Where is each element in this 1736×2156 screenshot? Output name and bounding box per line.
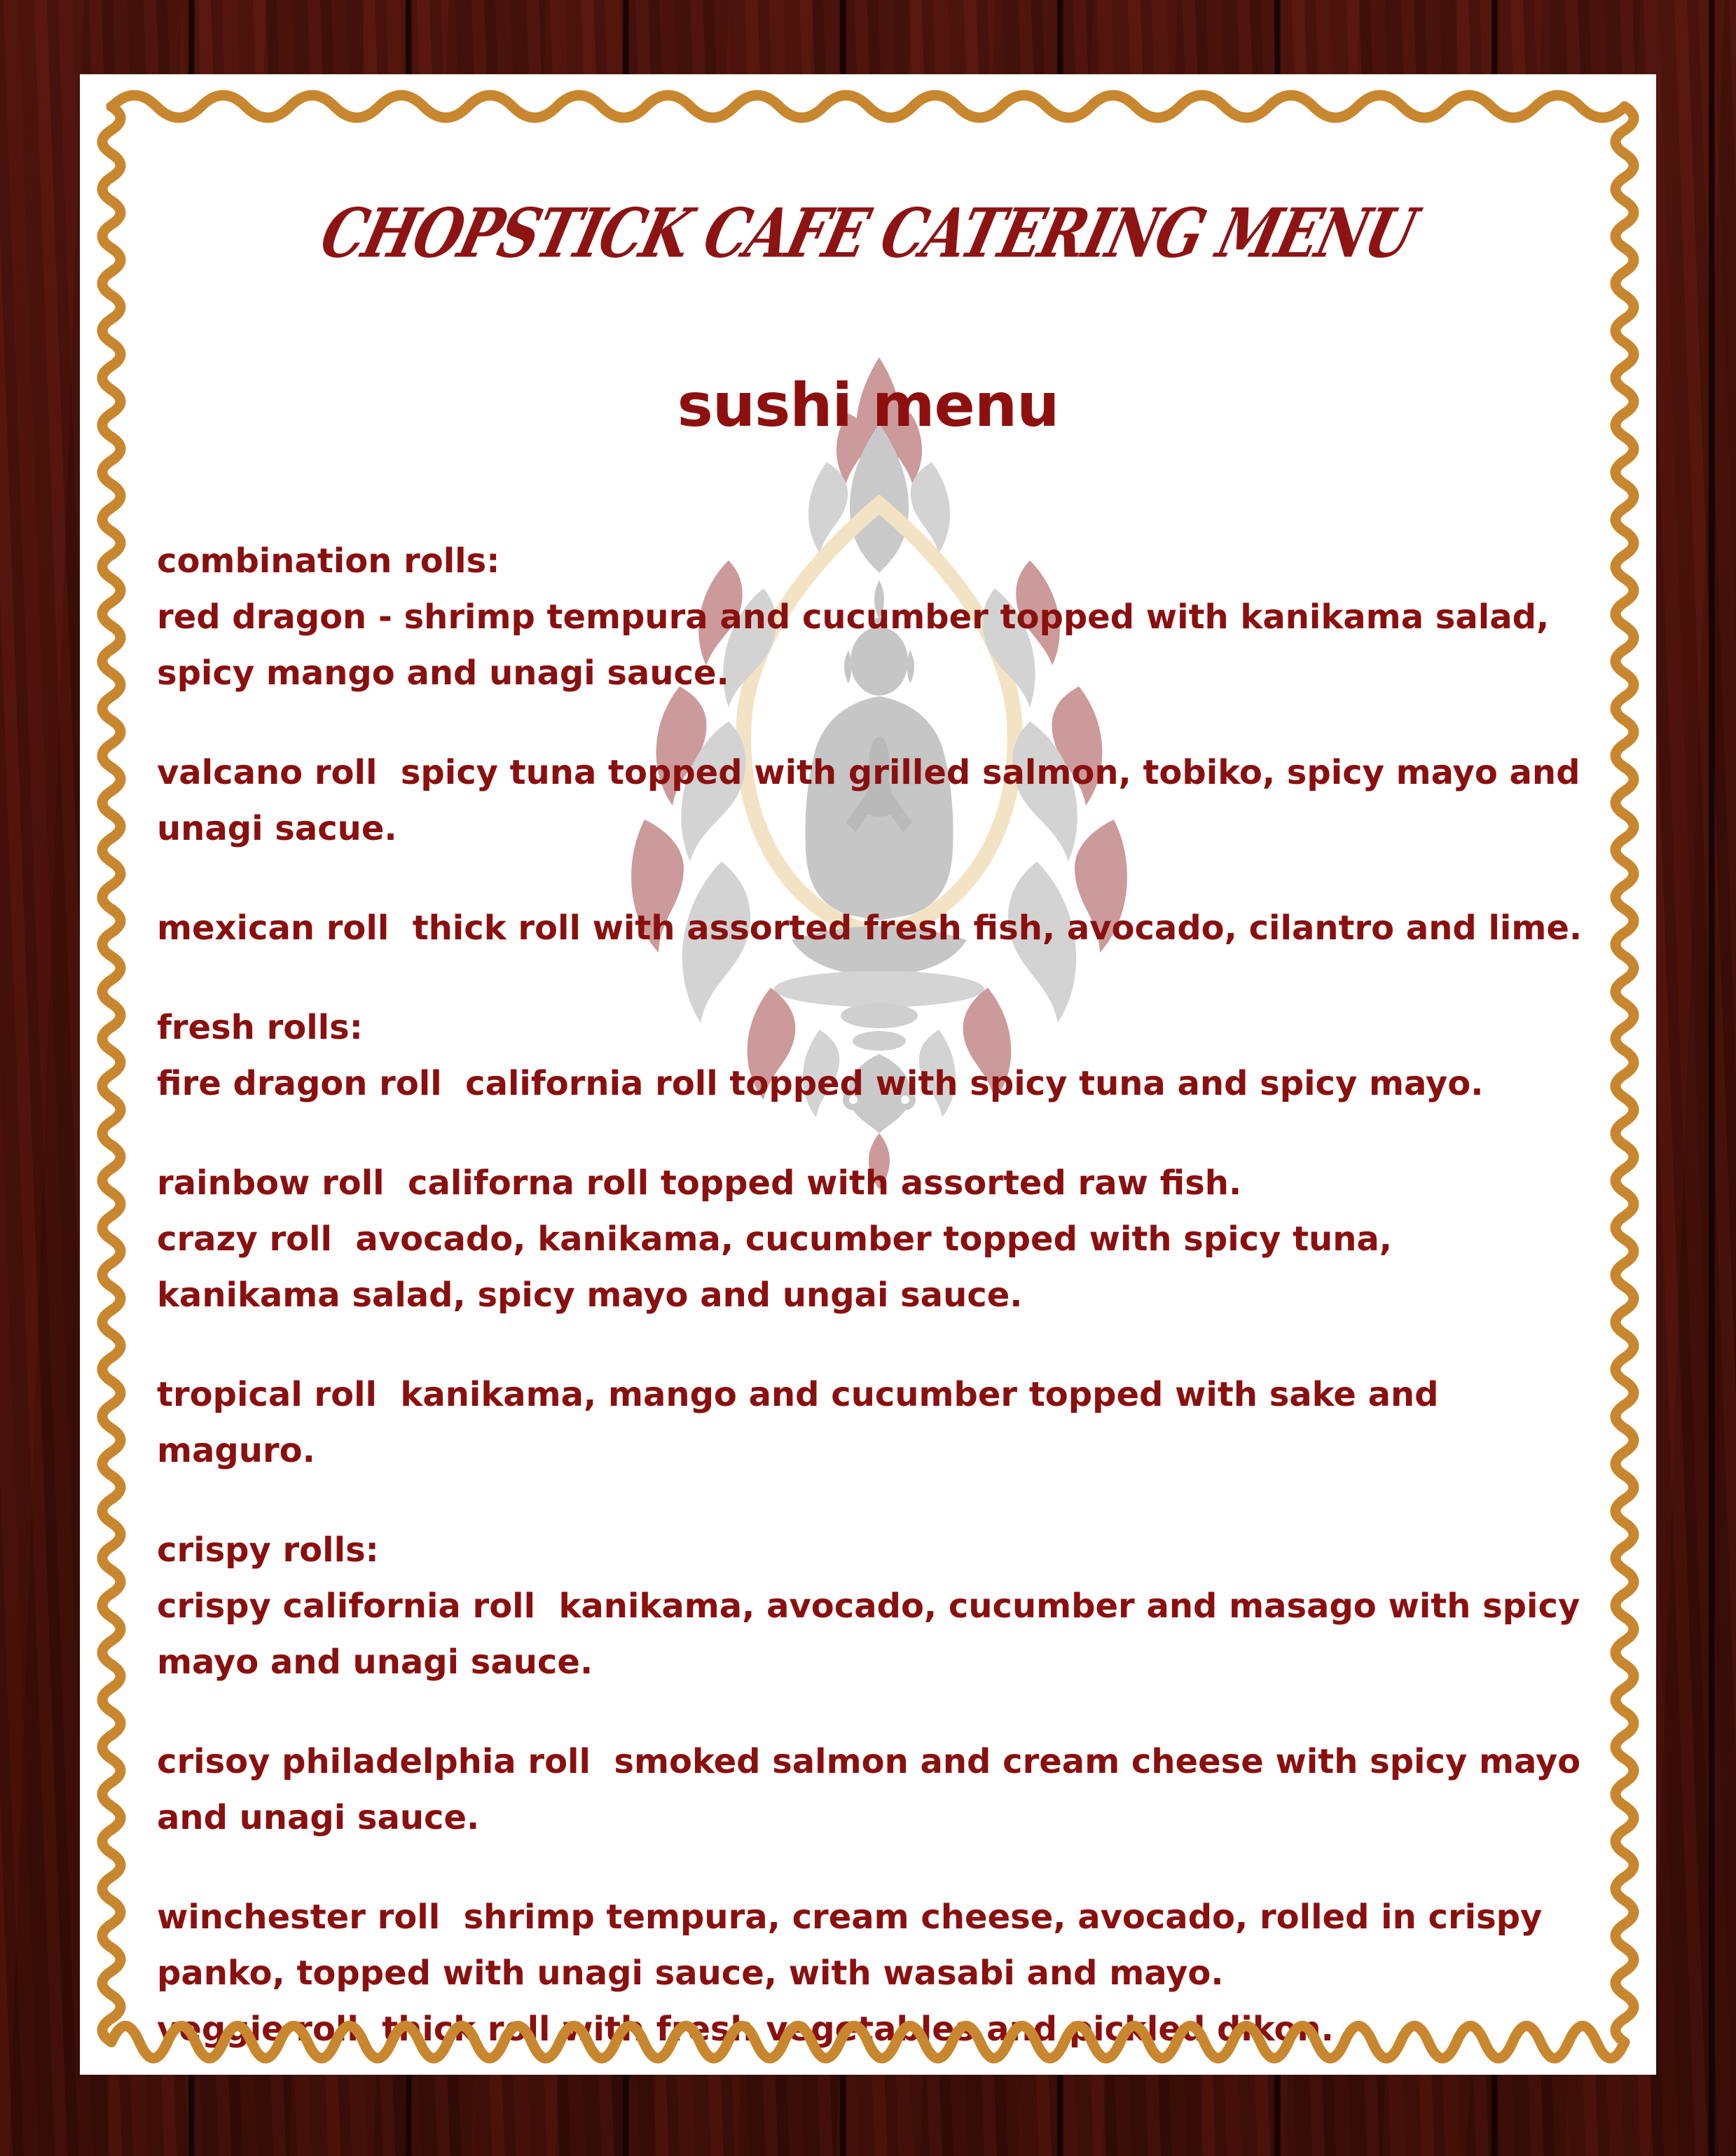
menu-body bbox=[157, 533, 1592, 2057]
menu-item: winchester roll shrimp tempura, cream cheese, avocado, rolled in crispy panko, topped with unagi sauce, with wasabi and mayo. bbox=[157, 1898, 1554, 1993]
menu-heading: fresh rolls: bbox=[157, 1008, 363, 1047]
menu-page bbox=[80, 74, 1656, 2075]
menu-item: veggie roll thick roll with fresh vegetables and pickled dikon. bbox=[157, 2010, 1334, 2049]
menu-section-title: sushi menu bbox=[677, 371, 1059, 441]
menu-item: crisoy philadelphia roll smoked salmon and cream cheese with spicy mayo and unagi sauce. bbox=[157, 1742, 1592, 1837]
menu-item: red dragon - shrimp tempura and cucumber topped with kanikama salad, spicy mango and unagi sauce. bbox=[157, 597, 1561, 693]
menu-item: valcano roll spicy tuna topped with grilled salmon, tobiko, spicy mayo and unagi sacue. bbox=[157, 753, 1592, 848]
menu-item: crispy california roll kanikama, avocado, cucumber and masago with spicy mayo and unagi sauce. bbox=[157, 1587, 1592, 1682]
menu-item: rainbow roll californa roll topped with assorted raw fish. bbox=[157, 1163, 1242, 1203]
menu-heading: crispy rolls: bbox=[157, 1530, 379, 1570]
menu-item: fire dragon roll california roll topped with spicy tuna and spicy mayo. bbox=[157, 1064, 1484, 1103]
page-title: CHOPSTICK CAFE CATERING MENU bbox=[313, 193, 1423, 273]
menu-item: crazy roll avocado, kanikama, cucumber topped with spicy tuna, kanikama salad, spicy mayo and ungai sauce. bbox=[157, 1219, 1404, 1315]
menu-item: mexican roll thick roll with assorted fresh fish, avocado, cilantro and lime. bbox=[157, 908, 1583, 948]
menu-heading: combination rolls: bbox=[157, 541, 500, 581]
menu-item: tropical roll kanikama, mango and cucumber topped with sake and maguro. bbox=[157, 1375, 1451, 1470]
